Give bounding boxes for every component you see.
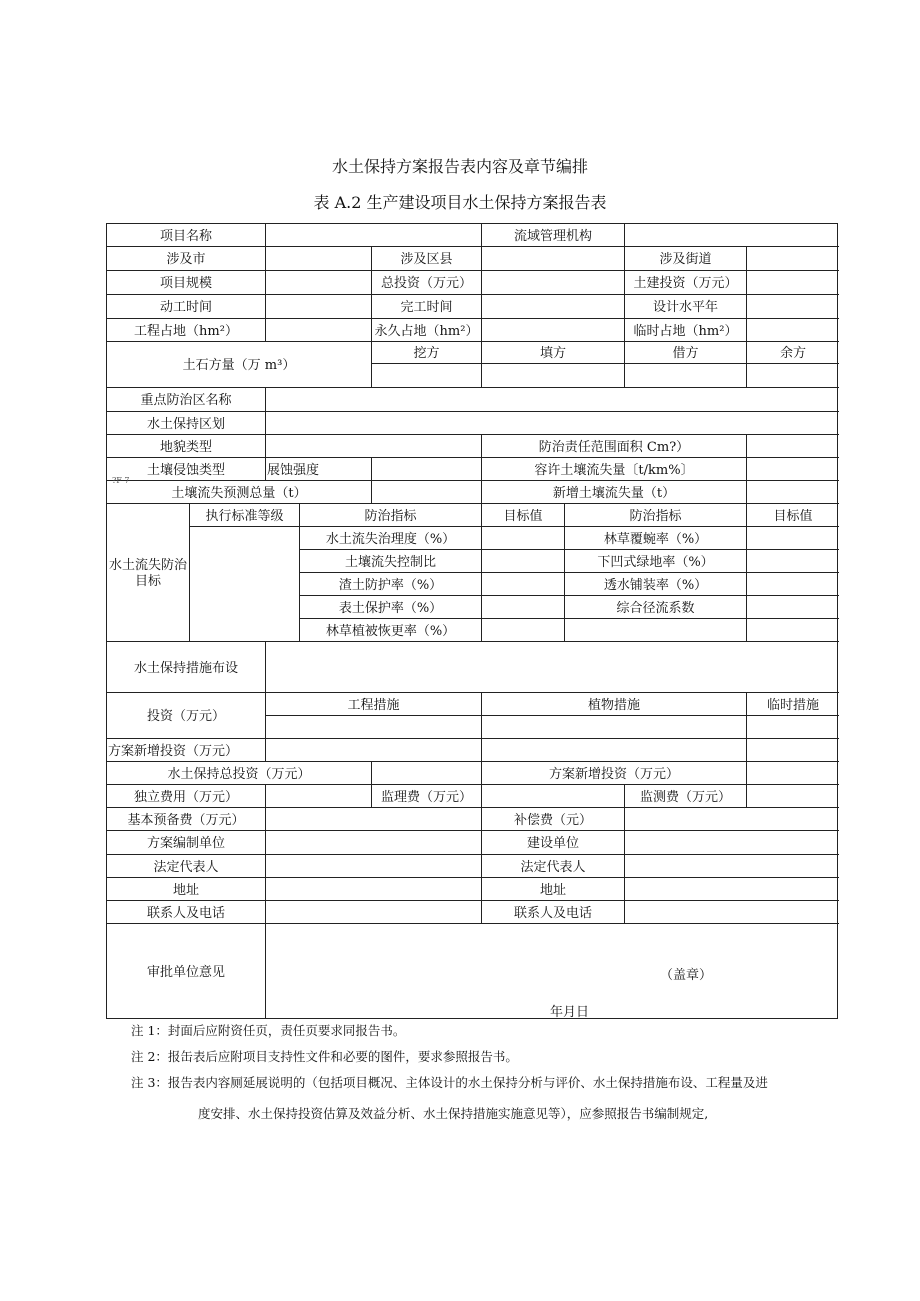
value-scale[interactable] [266,271,372,295]
value-dig[interactable] [372,364,482,388]
label-perm-land: 永久占地（hm²） [372,319,482,342]
label-ind6: 林草覆蜿率（%） [565,527,747,550]
label-earthwork: 土石方量（万 m³） [107,342,372,388]
label-indicator-b: 防治指标 [565,504,747,527]
blank-cell [565,619,747,642]
label-ind1: 水土流失治理度（%） [300,527,482,550]
label-ind3: 渣土防护率（%） [300,573,482,596]
page-heading: 水土保持方案报告表内容及章节编排 [331,157,588,176]
label-temp-measures: 临时措施 [747,693,839,716]
label-veg-measures: 植物措施 [482,693,747,716]
value-plan-new-invest-temp[interactable] [747,739,839,762]
label-contact-2: 联系人及电话 [482,901,625,924]
value-ind8[interactable] [747,573,839,596]
table-title: 表 A.2 生产建设项目水土保持方案报告表 [313,193,607,212]
label-pred-loss: 土壤流失预测总量（t） [107,481,372,504]
label-key-zone: 重点防治区名称 [107,388,266,412]
label-erosion-type: 土壤侵蚀类型 [107,458,266,481]
value-contact-2[interactable] [625,901,839,924]
label-dig: 挖方 [372,342,482,364]
label-resp-area: 防治责任范围面积 Cm?） [482,435,747,458]
value-ind2[interactable] [482,550,565,573]
label-county: 涉及区县 [372,247,482,271]
label-indep-fee: 独立费用（万元） [107,785,266,808]
value-start-time[interactable] [266,295,372,319]
label-ind9: 综合径流系数 [565,596,747,619]
label-plan-unit: 方案编制单位 [107,831,266,855]
value-temp-land[interactable] [747,319,839,342]
label-eng-measures: 工程措施 [266,693,482,716]
value-resp-area[interactable] [747,435,839,458]
label-measures-layout: 水土保持措施布设 [107,642,266,693]
label-total-invest: 总投资（万元） [372,271,482,295]
value-ind9[interactable] [747,596,839,619]
value-compensation[interactable] [625,808,839,831]
value-address-1[interactable] [266,878,482,901]
label-erosion-intensity: 展蚀强度 [266,458,372,481]
value-design-year[interactable] [747,295,839,319]
label-address-1: 地址 [107,878,266,901]
label-start-time: 动工时间 [107,295,266,319]
value-address-2[interactable] [625,878,839,901]
label-approval: 审批单位意见 [107,924,266,1018]
note-2: 注 2：报缶表后应附项目支持性文件和必要的图件，要求参照报告书。 [131,1049,518,1064]
label-city: 涉及市 [107,247,266,271]
label-new-loss: 新增土壤流失量（t） [482,481,747,504]
label-build-unit: 建设单位 [482,831,625,855]
value-basin-authority[interactable] [625,224,839,247]
label-compensation: 补偿费（元） [482,808,625,831]
value-build-unit[interactable] [625,831,839,855]
label-supervise-fee: 监理费（万元） [372,785,482,808]
value-measures-layout[interactable] [266,642,839,693]
date-text: 年月日 [550,1005,590,1020]
label-target-b: 目标值 [747,504,839,527]
label-borrow: 借方 [625,342,747,364]
blank-cell [747,619,839,642]
label-design-year: 设计水平年 [625,295,747,319]
value-pred-loss[interactable] [372,481,482,504]
value-temp-measures[interactable] [747,716,839,739]
value-perm-land[interactable] [482,319,625,342]
label-ind7: 下凹式绿地率（%） [565,550,747,573]
label-plan-new-invest: 方案新增投资（万元） [107,739,266,762]
label-target-a: 目标值 [482,504,565,527]
value-std-level[interactable] [190,527,300,642]
value-finish-time[interactable] [482,295,625,319]
label-ind4: 表土保护率（%） [300,596,482,619]
value-surplus[interactable] [747,364,839,388]
label-legal-rep-1: 法定代表人 [107,855,266,878]
label-legal-rep-2: 法定代表人 [482,855,625,878]
value-ind1[interactable] [482,527,565,550]
label-wsc-total-invest: 水土保持总投资（万元） [107,762,372,785]
value-eng-measures[interactable] [266,716,482,739]
label-temp-land: 临时占地（hm²） [625,319,747,342]
label-landform: 地貌类型 [107,435,266,458]
value-indep-fee[interactable] [266,785,372,808]
label-address-2: 地址 [482,878,625,901]
seal-text: （盖章） [660,968,713,983]
value-ind6[interactable] [747,527,839,550]
label-reserve-fee: 基本预备费（万元） [107,808,266,831]
label-contact-1: 联系人及电话 [107,901,266,924]
value-landform[interactable] [266,435,482,458]
value-city[interactable] [266,247,372,271]
value-wsc-zone[interactable] [266,412,839,435]
value-ind5[interactable] [482,619,565,642]
value-project-name[interactable] [266,224,482,247]
value-total-invest[interactable] [482,271,625,295]
value-erosion-intensity[interactable] [372,458,482,481]
label-basin-authority: 流域管理机构 [482,224,625,247]
value-plan-new-invest-eng[interactable] [266,739,482,762]
label-allowed-loss: 容许土壤流失量〔t/km%〕 [482,458,747,481]
value-legal-rep-2[interactable] [625,855,839,878]
value-wsc-total-invest[interactable] [372,762,482,785]
label-project-name: 项目名称 [107,224,266,247]
value-legal-rep-1[interactable] [266,855,482,878]
value-borrow[interactable] [625,364,747,388]
label-ind5: 林草植被恢更率（%） [300,619,482,642]
report-form-table [106,223,838,1019]
note-3-line-1: 注 3：报告表内容厕延展说明的（包括项目概况、主体设计的水土保持分析与评价、水土保持措施布设、工程量及进 [131,1075,768,1090]
value-land-area[interactable] [266,319,372,342]
value-civil-invest[interactable] [747,271,839,295]
label-indicator-a: 防治指标 [300,504,482,527]
margin-mark: ?F 7 [112,476,130,485]
value-new-loss[interactable] [747,481,839,504]
value-reserve-fee[interactable] [266,808,482,831]
label-wsc-zone: 水土保持区划 [107,412,266,435]
value-ind7[interactable] [747,550,839,573]
value-allowed-loss[interactable] [747,458,839,481]
label-fill: 填方 [482,342,625,364]
label-surplus: 余方 [747,342,839,364]
label-monitor-fee: 监测费（万元） [625,785,747,808]
label-street: 涉及街道 [625,247,747,271]
label-ind2: 土壤流失控制比 [300,550,482,573]
value-contact-1[interactable] [266,901,482,924]
value-supervise-fee[interactable] [482,785,625,808]
note-3-line-2: 度安排、水土保持投资估算及效益分析、水土保持措施实施意见等），应参照报告书编制规定, [198,1106,709,1121]
value-county[interactable] [482,247,625,271]
value-key-zone[interactable] [266,388,839,412]
value-fill[interactable] [482,364,625,388]
label-ind8: 透水铺装率（%） [565,573,747,596]
value-ind3[interactable] [482,573,565,596]
label-std-level: 执行标准等级 [190,504,300,527]
value-plan-new-invest-veg[interactable] [482,739,747,762]
value-veg-measures[interactable] [482,716,747,739]
label-civil-invest: 土建投资（万元） [625,271,747,295]
label-finish-time: 完工时间 [372,295,482,319]
value-monitor-fee[interactable] [747,785,839,808]
value-plan-new-invest2[interactable] [747,762,839,785]
label-plan-new-invest2: 方案新增投资（万元） [482,762,747,785]
value-street[interactable] [747,247,839,271]
value-ind4[interactable] [482,596,565,619]
label-target-block: 水土流失防治目标 [107,504,190,642]
label-invest: 投资（万元） [107,693,266,739]
note-1: 注 1：封面后应附资任页，责任页要求同报告书。 [131,1023,406,1038]
value-plan-unit[interactable] [266,831,482,855]
label-land-area: 工程占地（hm²） [107,319,266,342]
label-scale: 项目规模 [107,271,266,295]
